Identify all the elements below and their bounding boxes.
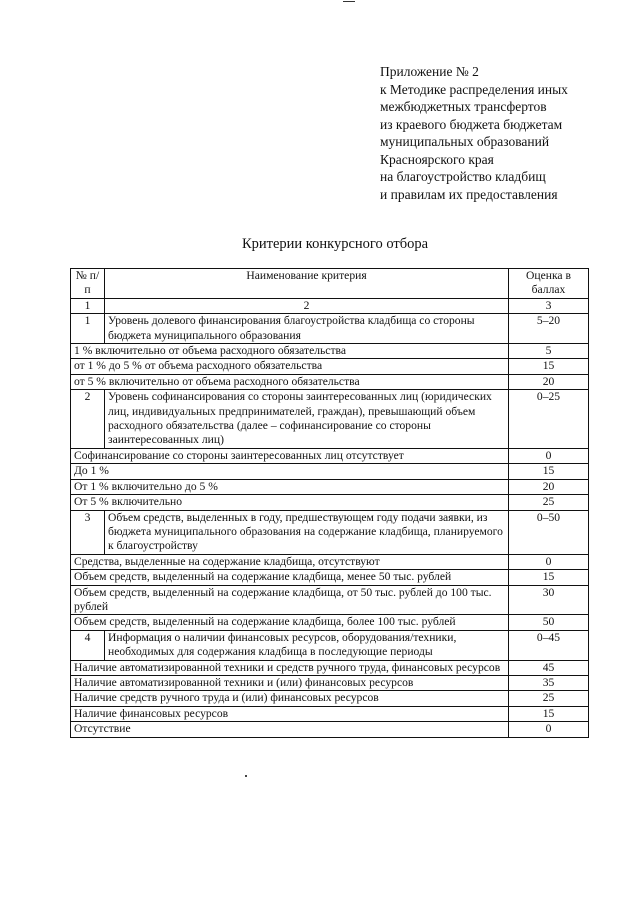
criterion-row <box>71 630 589 660</box>
criterion-number: 1 <box>71 314 105 344</box>
option-row <box>71 722 589 737</box>
option-score: 0 <box>509 448 589 463</box>
appendix-line: и правилам их предоставления <box>380 186 558 202</box>
option-row <box>71 585 589 615</box>
option-row <box>71 374 589 389</box>
option-score: 35 <box>509 675 589 690</box>
criterion-score-range: 0–25 <box>509 390 589 449</box>
option-row <box>71 554 589 569</box>
appendix-line: из краевого бюджета бюджетам <box>380 116 563 132</box>
criterion-score-range: 0–45 <box>509 630 589 660</box>
option-text: 1 % включительно от объема расходного обязательства <box>71 344 509 359</box>
appendix-line: Приложение № 2 <box>380 64 479 79</box>
option-text: Наличие финансовых ресурсов <box>71 706 509 721</box>
option-row <box>71 675 589 690</box>
option-row <box>71 660 589 675</box>
option-row <box>71 495 589 510</box>
criterion-number: 3 <box>71 510 105 554</box>
option-text: Объем средств, выделенный на содержание кладбища, от 50 тыс. рублей до 100 тыс. рублей <box>71 585 509 615</box>
option-row <box>71 691 589 706</box>
option-text: Средства, выделенные на содержание кладбища, отсутствуют <box>71 554 509 569</box>
appendix-header <box>380 63 630 203</box>
table-title: Критерии конкурсного отбора <box>241 236 429 252</box>
option-row <box>71 706 589 721</box>
option-score: 45 <box>509 660 589 675</box>
appendix-line: Красноярского края <box>380 151 494 167</box>
criterion-row <box>71 390 589 449</box>
criterion-name: Объем средств, выделенных в году, предшествующем году подачи заявки, из бюджета муниципального образования на содержание кладбища, планируемого к благоустройству <box>105 510 509 554</box>
index-cell: 2 <box>105 298 509 313</box>
criterion-name: Уровень софинансирования со стороны заинтересованных лиц (юридических лиц, индивидуальных предпринимателей, граждан), превышающий объем расходного обязательства (далее – софинансирование со стороны заинтересованных лиц) <box>105 390 509 449</box>
option-text: Отсутствие <box>71 722 509 737</box>
appendix-line: муниципальных образований <box>380 134 550 149</box>
option-score: 50 <box>509 615 589 630</box>
option-score: 25 <box>509 691 589 706</box>
criterion-score-range: 5–20 <box>509 314 589 344</box>
appendix-line: к Методике распределения иных <box>380 81 568 97</box>
option-text: До 1 % <box>71 464 509 479</box>
index-cell: 3 <box>509 298 589 313</box>
option-text: Наличие средств ручного труда и (или) финансовых ресурсов <box>71 691 509 706</box>
index-cell: 1 <box>71 298 105 313</box>
criteria-table <box>70 268 589 738</box>
option-text: Наличие автоматизированной техники и (или) финансовых ресурсов <box>71 675 509 690</box>
criterion-row <box>71 510 589 554</box>
option-score: 20 <box>509 374 589 389</box>
criterion-number: 2 <box>71 390 105 449</box>
option-score: 15 <box>509 464 589 479</box>
option-score: 0 <box>509 722 589 737</box>
page-top-mark <box>343 1 355 2</box>
option-text: от 1 % до 5 % от объема расходного обязательства <box>71 359 509 374</box>
option-text: Наличие автоматизированной техники и средств ручного труда, финансовых ресурсов <box>71 660 509 675</box>
option-row <box>71 479 589 494</box>
criterion-number: 4 <box>71 630 105 660</box>
option-score: 25 <box>509 495 589 510</box>
criterion-name: Уровень долевого финансирования благоустройства кладбища со стороны бюджета муниципального образования <box>105 314 509 344</box>
option-text: От 5 % включительно <box>71 495 509 510</box>
table-index-row <box>71 298 589 313</box>
option-row <box>71 570 589 585</box>
option-text: Объем средств, выделенный на содержание кладбища, менее 50 тыс. рублей <box>71 570 509 585</box>
option-row <box>71 344 589 359</box>
option-text: От 1 % включительно до 5 % <box>71 479 509 494</box>
option-score: 15 <box>509 359 589 374</box>
option-text: от 5 % включительно от объема расходного обязательства <box>71 374 509 389</box>
header-name: Наименование критерия <box>105 269 509 299</box>
option-score: 15 <box>509 570 589 585</box>
option-score: 0 <box>509 554 589 569</box>
option-row <box>71 615 589 630</box>
table-header-row <box>71 269 589 299</box>
option-text: Объем средств, выделенный на содержание кладбища, более 100 тыс. рублей <box>71 615 509 630</box>
scan-speck <box>245 775 247 777</box>
option-text: Софинансирование со стороны заинтересованных лиц отсутствует <box>71 448 509 463</box>
appendix-line: на благоустройство кладбищ <box>380 169 546 184</box>
criterion-score-range: 0–50 <box>509 510 589 554</box>
option-row <box>71 448 589 463</box>
criterion-name: Информация о наличии финансовых ресурсов, оборудования/техники, необходимых для содержания кладбища в последующие периоды <box>105 630 509 660</box>
appendix-line: межбюджетных трансфертов <box>380 99 547 114</box>
option-score: 5 <box>509 344 589 359</box>
option-score: 15 <box>509 706 589 721</box>
criterion-row <box>71 314 589 344</box>
option-row <box>71 359 589 374</box>
header-score: Оценка в баллах <box>509 269 589 299</box>
option-row <box>71 464 589 479</box>
option-score: 30 <box>509 585 589 615</box>
header-num: № п/п <box>71 269 105 299</box>
option-score: 20 <box>509 479 589 494</box>
